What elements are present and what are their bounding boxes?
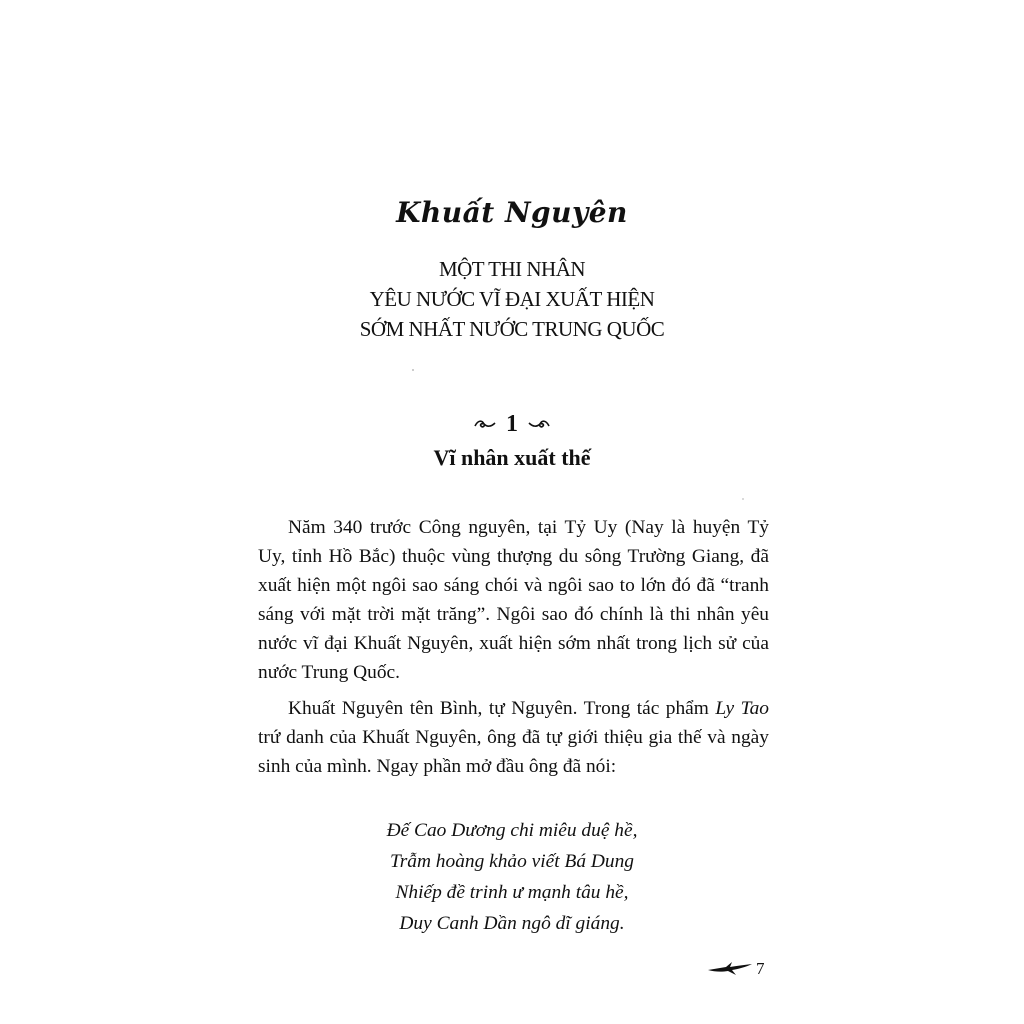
- page-footer: [706, 956, 765, 982]
- page-title: Khuất Nguyên: [396, 196, 628, 229]
- subtitle-line: MỘT THI NHÂN: [438, 257, 586, 281]
- book-title: Ly Tao: [715, 698, 769, 719]
- subtitle-line: YÊU NƯỚC VĨ ĐẠI XUẤT HIỆN: [369, 287, 655, 311]
- page-number: 7: [756, 959, 765, 978]
- paragraph-text: trứ danh của Khuất Nguyên, ông đã tự giới thiệu gia thế và ngày sinh của mình. Ngay phần mở đầu ông đã nói:: [258, 727, 769, 777]
- chapter-number: 1: [506, 410, 518, 437]
- scan-speck: [412, 369, 414, 371]
- bird-ornament-icon: [706, 956, 754, 983]
- subtitle-line: SỚM NHẤT NƯỚC TRUNG QUỐC: [359, 317, 665, 341]
- paragraph: Năm 340 trước Công nguyên, tại Tỷ Uy (Nay là huyện Tỷ Uy, tỉnh Hồ Bắc) thuộc vùng thượng du sông Trường Giang, đã xuất hiện một ngôi sao sáng chói và ngôi sao to lớn đó đã “tranh sáng với mặt trời mặt trăng”. Ngôi sao đó chính là thi nhân yêu nước vĩ đại Khuất Nguyên, xuất hiện sớm nhất trong lịch sử của nước Trung Quốc.: [258, 517, 769, 683]
- chapter-title: Vĩ nhân xuất thế: [433, 445, 591, 470]
- poem-line: Trẫm hoàng khảo viết Bá Dung: [390, 851, 634, 872]
- paragraph-text: Khuất Nguyên tên Bình, tự Nguyên. Trong tác phẩm: [288, 698, 716, 719]
- body-text: [258, 513, 769, 788]
- left-flourish-icon: [474, 411, 496, 438]
- poem: [0, 815, 1024, 939]
- subtitle: [0, 254, 1024, 344]
- right-flourish-icon: [528, 411, 550, 438]
- poem-line: Duy Canh Dần ngô dĩ giáng.: [399, 913, 625, 934]
- poem-line: Nhiếp đề trinh ư mạnh tâu hề,: [395, 882, 629, 903]
- paragraph: [258, 694, 769, 781]
- poem-line: Đế Cao Dương chi miêu duệ hề,: [386, 820, 638, 841]
- scan-speck: [742, 498, 744, 500]
- chapter-heading: [0, 410, 1024, 438]
